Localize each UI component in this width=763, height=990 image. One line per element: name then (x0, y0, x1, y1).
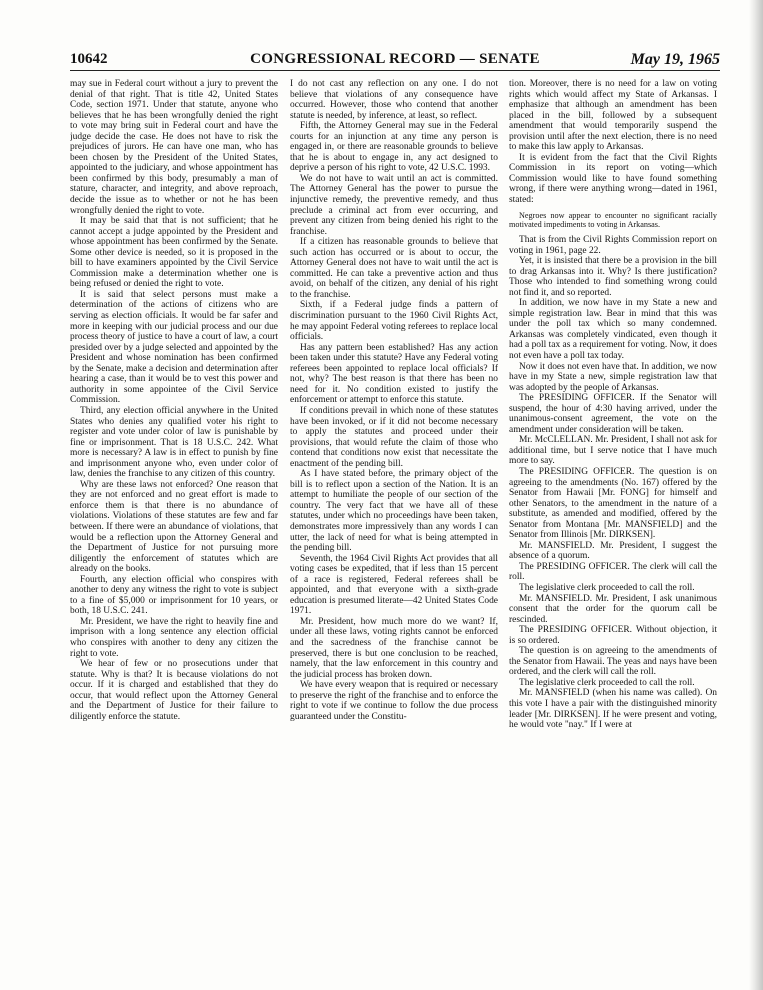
text-column-1 (70, 79, 278, 959)
paragraph: It is said that select persons must make a determination of the actions of citizens who are serving as election officials. It would be far safer and more in keeping with our judicial process and our due process theory of justice to have a court of law, a court presided over by a judge selected and appointed by the President and whose nomination has been confirmed by the Senate, make a decision and determination after hearing a case, than it would be to vest this power and authority in some appointee of the Civil Service Commission. (70, 289, 278, 406)
paragraph: I do not cast any reflection on any one. I do not believe that violations of any consequence have occurred. However, those who contend that another statute is needed, by inference, at least, so reflect. (290, 79, 498, 121)
paragraph: The PRESIDING OFFICER. Without objection, it is so ordered. (509, 625, 717, 646)
paragraph: Seventh, the 1964 Civil Rights Act provides that all voting cases be expedited, that if less than 15 percent of a race is registered, Federal referees shall be appointed, and that everyone with a sixth-grade education is presumed literate—42 United States Code 1971. (290, 553, 498, 617)
paragraph: Why are these laws not enforced? One reason that they are not enforced and no great effort is made to enforce them is that there is no abundance of violations. Violations of these statutes are few and far between. If there were an abundance of violations, that would be a reflection upon the Attorney General and the Department of Justice for not pursuing more diligently the enforcement of statutes which are already on the books. (70, 479, 278, 575)
header-rule (70, 70, 720, 71)
paragraph: Third, any election official anywhere in the United States who denies any qualified voter his right to register and vote under color of law is punishable by fine or imprisonment. That is 18 U.S.C. 242. What more is necessary? A law is in effect to punish by fine and imprisonment anyone who, even under color of law, denies the franchise to any citizen of this country. (70, 405, 278, 480)
paragraph: The legislative clerk proceeded to call the roll. (519, 677, 695, 688)
scan-edge-shadow (749, 0, 763, 990)
paragraph: Yet, it is insisted that there be a provision in the bill to drag Arkansas into it. Why? Is there justification? Those who intended to find something wrong could not find it, and so reported. (509, 256, 717, 298)
publication-title: CONGRESSIONAL RECORD — SENATE (250, 51, 540, 67)
paragraph: The PRESIDING OFFICER. The question is on agreeing to the amendments (No. 167) offered by the Senator from Hawaii [Mr. FONG] for himself and other Senators, to the amendment in the nature of a substitute, as amended and modified, offered by the Senator from Montana [Mr. MANSFIELD] and the Senator from Illinois [Mr. DIRKSEN]. (509, 467, 717, 541)
page-number: 10642 (70, 51, 108, 67)
paragraph: Mr. President, how much more do we want? If, under all these laws, voting rights cannot be enforced and the sacredness of the franchise cannot be preserved, there is but one conclusion to be reached, namely, that the law enforcement in this country and the judicial process has broken down. (290, 616, 498, 680)
paragraph: tion. Moreover, there is no need for a law on voting rights which would affect my State of Arkansas. I emphasize that although an amendment has been placed in the bill, followed by a subsequent amendment that would temporarily suspend the provision until after the next election, there is no need to make this law apply to Arkansas. (509, 79, 717, 153)
paragraph: Mr. MANSFIELD. Mr. President, I ask unanimous consent that the order for the quorum call be rescinded. (509, 593, 717, 625)
paragraph: It is evident from the fact that the Civil Rights Commission in its report on voting—which Commission would like to have found something wrong, if there were anything wrong—dated in 1961, stated: (509, 152, 717, 206)
paragraph: Sixth, if a Federal judge finds a pattern of discrimination pursuant to the 1960 Civil Rights Act, he may appoint Federal voting referees to replace local officials. (290, 300, 498, 343)
paragraph: If a citizen has reasonable grounds to believe that such action has occurred or is about to occur, the Attorney General does not have to wait until the act is committed. He can take a preventive action and thus avoid, on behalf of the citizen, any denial of his right to the franchise. (290, 237, 498, 300)
paragraph: As I have stated before, the primary object of the bill is to reflect upon a section of the Nation. It is an attempt to humiliate the people of our section of the country. The very fact that we have all of these statutes, under which no proceedings have been taken, demonstrates more impressively than any words I can utter, the lack of need for what is being attempted in the pending bill. (290, 469, 498, 554)
paragraph: Mr. McCLELLAN. Mr. President, I shall not ask for additional time, but I serve notice that I have much more to say. (509, 435, 717, 467)
paragraph: That is from the Civil Rights Commission report on voting in 1961, page 22. (509, 234, 717, 256)
paragraph: We hear of few or no prosecutions under that statute. Why is that? It is because violations do not occur. If it is charged and established that they do occur, that would reflect upon the Attorney General and the Department of Justice for their failure to diligently enforce the statute. (70, 659, 278, 722)
paragraph: The legislative clerk proceeded to call the roll. (519, 583, 695, 594)
paragraph: The PRESIDING OFFICER. If the Senator will suspend, the hour of 4:30 having arrived, under the unanimous-consent agreement, the vote on the amendment under consideration will be taken. (509, 393, 717, 435)
paragraph: If conditions prevail in which none of these statutes have been invoked, or if it did not become necessary to apply the statutes and proceed under their provisions, that would refute the claim of those who contend that conditions now exist that necessitate the enactment of the pending bill. (290, 405, 498, 469)
paragraph: We do not have to wait until an act is committed. The Attorney General has the power to pursue the injunctive remedy, the preventive remedy, and thus preclude a criminal act from ever occurring, and prevent any citizen from being denied his right to the franchise. (290, 173, 498, 237)
paragraph: Mr. MANSFIELD (when his name was called). On this vote I have a pair with the distinguished minority leader [Mr. DIRKSEN]. If he were present and voting, he would vote "nay." If I were at (509, 688, 717, 731)
paragraph: Has any pattern been established? Has any action been taken under this statute? Have any Federal voting referees been appointed to replace local officials? If not, why? The best reason is that there has been no need for it. No condition existed to justify the enforcement or attempt to enforce this statute. (290, 342, 498, 406)
paragraph: The PRESIDING OFFICER. The clerk will call the roll. (509, 561, 717, 583)
paragraph: Mr. MANSFIELD. Mr. President, I suggest the absence of a quorum. (509, 540, 717, 562)
paragraph: may sue in Federal court without a jury to prevent the denial of that right. That is title 42, United States Code, section 1971. Under that statute, anyone who believes that he has been wrongfully denied the right to vote may bring suit in Federal court and have the judge decide the case. He does not have to risk the prejudices of jurors. He can have one man, who has been chosen by the President of the United States, appointed to the judiciary, and whose appointment has been confirmed by this body, presumably a man of stature, character, and integrity, and above reproach, decide the issue as to whether or not he has been wrongfully denied the right to vote. (70, 79, 278, 216)
paragraph: Fifth, the Attorney General may sue in the Federal courts for an injunction at any time any person is engaged in, or there are reasonable grounds to believe that he is about to engage in, any act designed to deprive a person of his right to vote, 42 U.S.C. 1993. (290, 121, 498, 174)
paragraph: Fourth, any election official who conspires with another to deny any witness the right to vote is subject to a fine of $5,000 or imprisonment for 10 years, or both, 18 U.S.C. 241. (70, 574, 278, 617)
paragraph: In addition, we now have in my State a new and simple registration law. Bear in mind that this was under the poll tax which so many condemned. Arkansas was completely vindicated, even though it had a poll tax as a requirement for voting. Now, it does not even have a poll tax today. (509, 298, 717, 361)
paragraph: We have every weapon that is required or necessary to preserve the right of the franchise and to enforce the right to vote if we continue to follow the due process guaranteed under the Constitu- (290, 680, 498, 722)
paragraph: Now it does not even have that. In addition, we now have in my State a new, simple registration law that was adopted by the people of Arkansas. (509, 361, 717, 393)
paragraph: Mr. President, we have the right to heavily fine and imprison with a long sentence any election official who conspires with another to deny any citizen the right to vote. (70, 616, 278, 659)
text-column-3 (509, 79, 717, 959)
paragraph: It may be said that that is not sufficient; that he cannot accept a judge appointed by the President and whose appointment has been confirmed by the Senate. Some other device is needed, so it is proposed in the bill to have examiners appointed by the Civil Service Commission make a determination whether one is being refused or denied the right to vote. (70, 216, 278, 290)
paragraph: The question is on agreeing to the amendments of the Senator from Hawaii. The yeas and nays have been ordered, and the clerk will call the roll. (509, 646, 717, 678)
block-quote: Negroes now appear to encounter no significant racially motivated impediments to voting in Arkansas. (509, 210, 717, 229)
issue-date: May 19, 1965 (630, 51, 720, 68)
text-column-2 (290, 79, 498, 959)
